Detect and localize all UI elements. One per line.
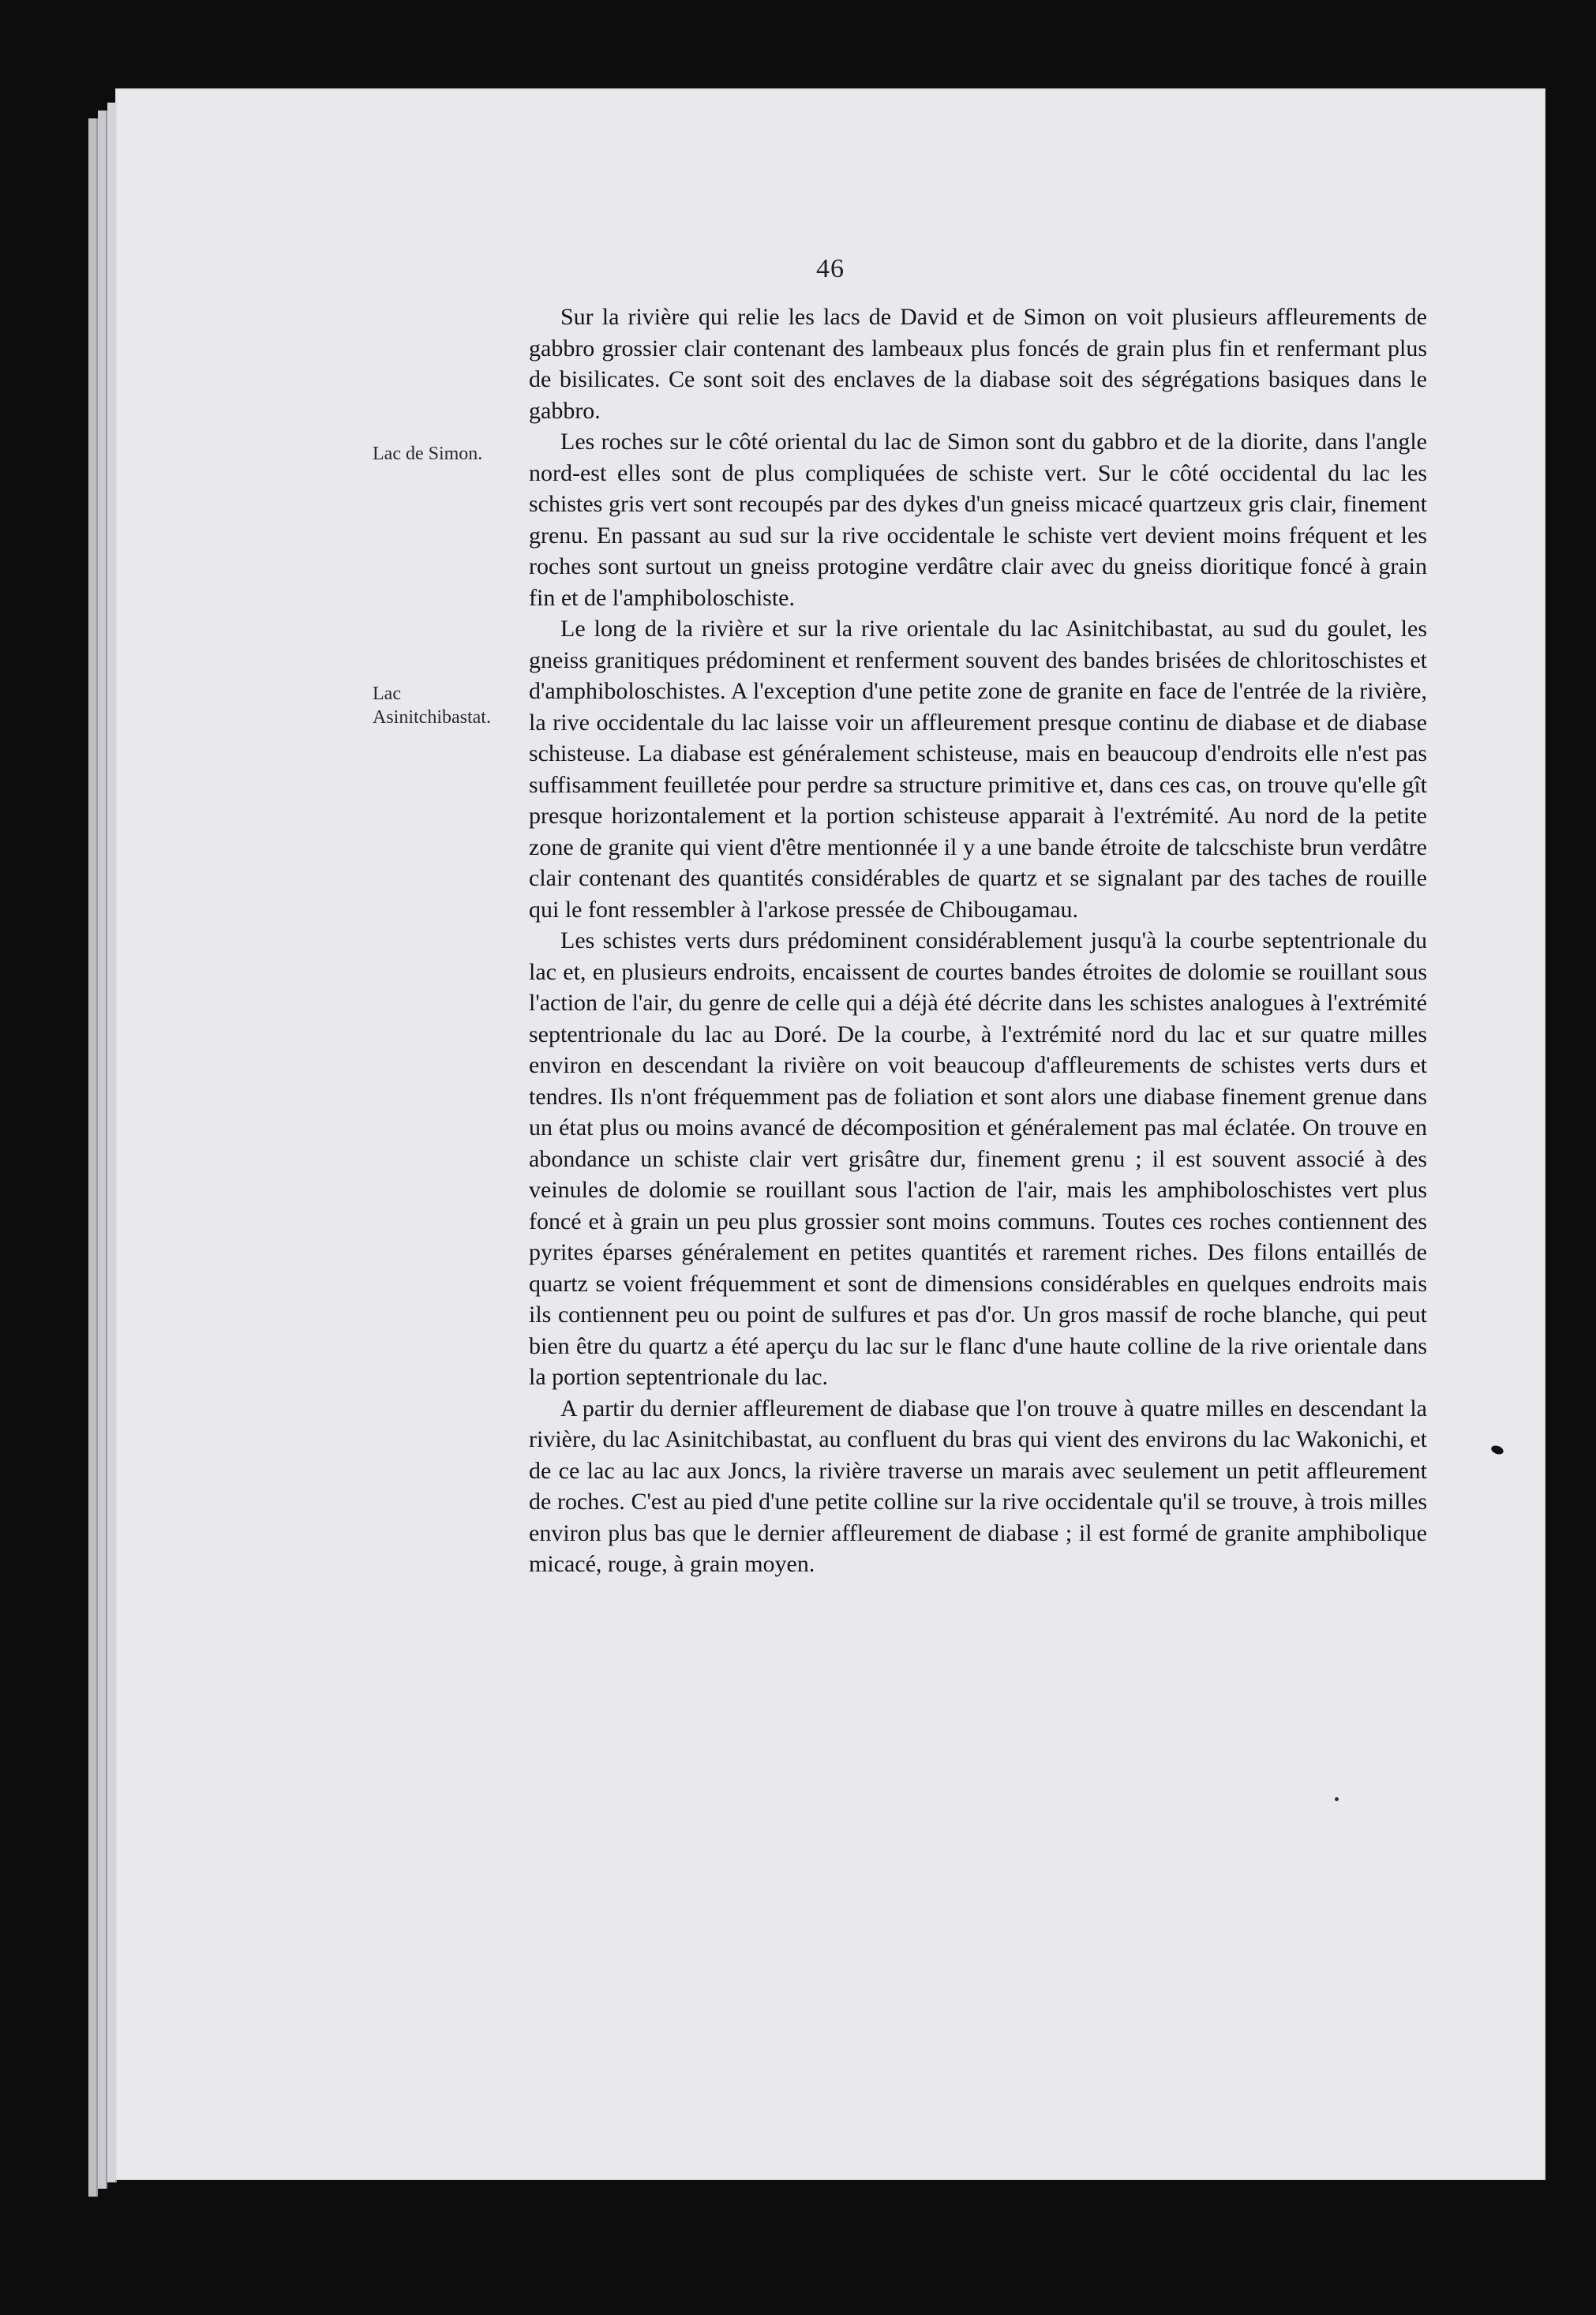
paragraph: Le long de la rivière et sur la rive orientale du lac Asinitchibastat, au sud du goulet, les gneiss granitiques prédominent et renferment souvent des bandes brisées de chloritoschistes et d'amphiboloschistes. A l'exception d'une petite zone de granite en face de l'entrée de la rivière, la rive occidentale du lac laisse voir un affleurement presque continu de diabase et de diabase schisteuse. La diabase est généralement schisteuse, mais en beaucoup d'endroits elle n'est pas suffisamment feuilletée pour perdre sa structure primitive et, dans ces cas, on trouve qu'elle gît presque horizontalement et la portion schisteuse apparait à l'extrémité. Au nord de la petite zone de granite qui vient d'être mentionnée il y a une bande étroite de talcschiste brun verdâtre clair contenant des quantités considérables de quartz et se signalant par des taches de rouille qui le font ressembler à l'arkose pressée de Chibougamau. (529, 616, 1427, 923)
page-edge (98, 111, 107, 2189)
document-page (115, 88, 1545, 2180)
margin-note-lac-asinitchibastat: Lac Asinitchibastat. (373, 684, 491, 728)
page-edge (88, 118, 98, 2197)
page-number: 46 (816, 254, 845, 283)
body-text (529, 302, 1427, 1580)
ink-dot (1335, 1797, 1339, 1801)
margin-note-lac-de-simon: Lac de Simon. (373, 444, 483, 464)
paragraph: Les roches sur le côté oriental du lac de Simon sont du gabbro et de la diorite, dans l'angle nord-est elles sont de plus compliquées de schiste vert. Sur le côté occidental du lac les schistes gris vert sont recoupés par des dykes d'un gneiss micacé quartzeux gris clair, finement grenu. En passant au sud sur la rive occidentale le schiste vert devient moins fréquent et les roches sont surtout un gneiss protogine verdâtre clair avec du gneiss dioritique foncé à grain fin et de l'amphiboloschiste. (529, 429, 1427, 611)
paragraph: Sur la rivière qui relie les lacs de David et de Simon on voit plusieurs affleurements de gabbro grossier clair contenant des lambeaux plus foncés de grain plus fin et renfermant plus de bisilicates. Ce sont soit des enclaves de la diabase soit des ségrégations basiques dans le gabbro. (529, 304, 1427, 424)
paragraph: A partir du dernier affleurement de diabase que l'on trouve à quatre milles en descendant la rivière, du lac Asinitchibastat, au confluent du bras qui vient des environs du lac Wakonichi, et de ce lac au lac aux Joncs, la rivière traverse un marais avec seulement un petit affleurement de roches. C'est au pied d'une petite colline sur la rive occidentale qu'il se trouve, à trois milles environ plus bas que le dernier affleurement de diabase ; il est formé de granite amphibolique micacé, rouge, à grain moyen. (529, 1395, 1427, 1577)
paragraph: Les schistes verts durs prédominent considérablement jusqu'à la courbe septentrionale du lac et, en plusieurs endroits, encaissent de courtes bandes étroites de dolomie se rouillant sous l'action de l'air, du genre de celle qui a déjà été décrite dans les schistes analogues à l'extrémité septentrionale du lac au Doré. De la courbe, à l'extrémité nord du lac et sur quatre milles environ en descendant la rivière on voit beaucoup d'affleurements de schistes verts durs et tendres. Ils n'ont fréquemment pas de foliation et sont alors une diabase finement grenue dans un état plus ou moins avancé de décomposition et généralement pas mal éclatée. On trouve en abondance un schiste clair vert grisâtre dur, finement grenu ; il est souvent associé à des veinules de dolomie se rouillant sous l'action de l'air, mais les amphiboloschistes vert plus foncé et à grain un peu plus grossier sont moins communs. Toutes ces roches contiennent des pyrites éparses généralement en petites quantités et rarement riches. Des filons entaillés de quartz se voient fréquemment et sont de dimensions considérables en quelques endroits mais ils contiennent peu ou point de sulfures et pas d'or. Un gros massif de roche blanche, qui peut bien être du quartz a été aperçu du lac sur le flanc d'une haute colline de la rive orientale dans la portion septentrionale du lac. (529, 927, 1427, 1390)
